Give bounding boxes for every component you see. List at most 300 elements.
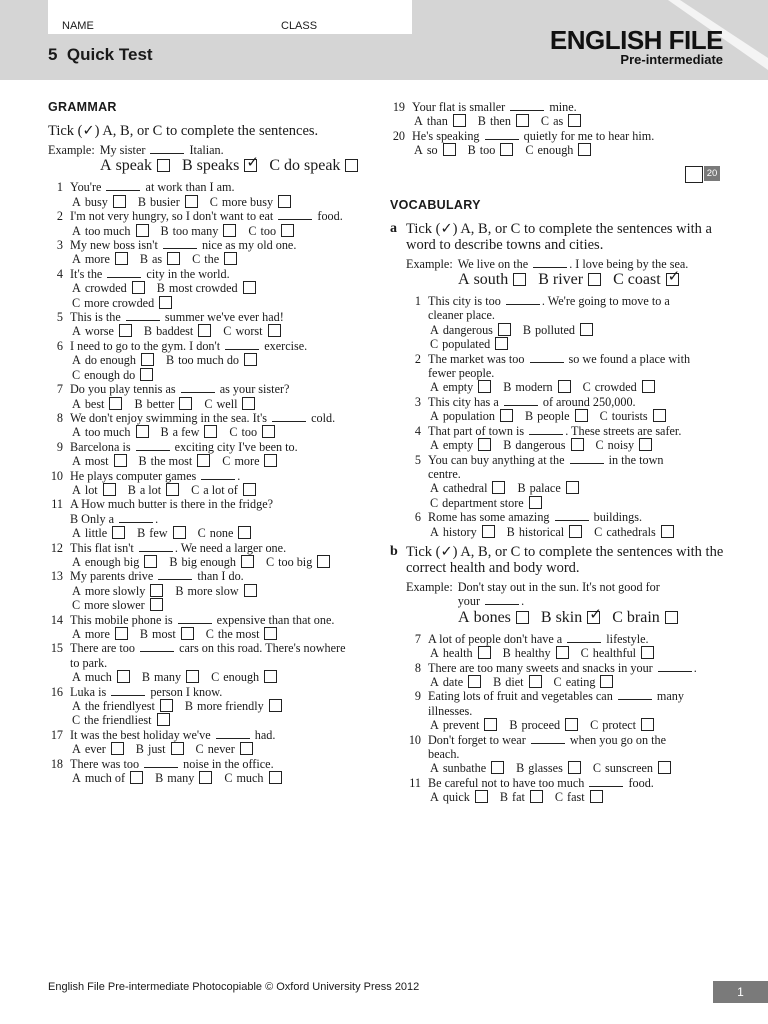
option-checkbox[interactable]	[167, 252, 180, 265]
option-text: bones	[473, 608, 511, 626]
option-row	[70, 281, 380, 295]
option-key: A	[72, 281, 81, 296]
option-checkbox[interactable]	[641, 646, 654, 659]
option-text: a few	[172, 425, 200, 440]
option	[72, 397, 122, 411]
option-text: busier	[149, 194, 180, 209]
option-text: a lot	[139, 482, 162, 497]
option-checkbox[interactable]	[500, 143, 513, 156]
option-key: A	[72, 324, 81, 339]
option	[583, 380, 655, 394]
option-checkbox[interactable]	[197, 454, 210, 467]
option-text: too much	[84, 223, 131, 238]
question-item	[390, 129, 730, 158]
option-text: more slowly	[84, 583, 146, 598]
question-body	[70, 209, 380, 238]
name-label: NAME	[62, 20, 94, 32]
option-checkbox[interactable]	[568, 761, 581, 774]
option-row	[70, 483, 380, 497]
answer-blank	[506, 304, 540, 305]
option	[72, 353, 154, 367]
option-checkbox[interactable]	[171, 742, 184, 755]
option-checkbox[interactable]	[641, 718, 654, 731]
option-checkbox[interactable]	[269, 699, 282, 712]
option	[266, 555, 330, 569]
option-checkbox[interactable]	[580, 323, 593, 336]
option-text: south	[473, 271, 509, 289]
option-checkbox[interactable]	[150, 598, 163, 611]
option-text: just	[147, 742, 166, 757]
option-checkbox[interactable]	[262, 425, 275, 438]
question-number: 8	[414, 660, 421, 675]
option-text: more slower	[84, 598, 145, 613]
option-text: well	[216, 396, 238, 411]
option	[538, 271, 601, 289]
option-checkbox[interactable]	[269, 771, 282, 784]
option-checkbox[interactable]	[565, 718, 578, 731]
option	[72, 699, 173, 713]
question-item	[48, 757, 380, 786]
option-text: more crowded	[84, 295, 155, 310]
option-key: A	[72, 252, 81, 267]
option-checkbox[interactable]	[186, 670, 199, 683]
option-checkbox[interactable]	[558, 380, 571, 393]
option-row	[456, 604, 730, 627]
option	[430, 438, 491, 452]
option-text: then	[489, 114, 511, 129]
option-row	[428, 481, 730, 495]
option	[523, 323, 593, 337]
option-checkbox[interactable]	[478, 438, 491, 451]
option	[169, 555, 254, 569]
answer-blank	[106, 190, 140, 191]
option-checkbox[interactable]	[590, 790, 603, 803]
part-b-instruction: Tick (✓) A, B, or C to complete the sentences with the correct health and body word.	[406, 543, 724, 576]
option-text: the friendlyest	[84, 699, 155, 714]
question-number: 10	[408, 732, 421, 747]
option-row	[428, 496, 730, 510]
option-text: enough big	[84, 554, 140, 569]
option-checkbox[interactable]	[575, 409, 588, 422]
answer-blank	[272, 421, 306, 422]
option-row	[428, 675, 730, 689]
question-number: 10	[50, 468, 63, 483]
option-key: A	[430, 380, 439, 395]
option-key: B	[141, 670, 151, 685]
option	[596, 438, 653, 452]
option-checkbox[interactable]	[136, 224, 149, 237]
option-checkbox[interactable]	[132, 281, 145, 294]
option-checkbox[interactable]	[495, 337, 508, 350]
option	[540, 604, 602, 627]
option-key: B	[175, 583, 184, 598]
option-text: few	[149, 526, 168, 541]
question-text: centre.	[428, 466, 461, 481]
grammar-score-input[interactable]	[685, 166, 703, 183]
option-checkbox[interactable]	[345, 159, 358, 172]
option-key: B	[139, 252, 148, 267]
answer-blank	[144, 767, 178, 768]
option	[222, 454, 277, 468]
option-key: A	[72, 554, 81, 569]
option-checkbox[interactable]	[264, 627, 277, 640]
question-body	[428, 776, 730, 805]
option-checkbox[interactable]	[588, 273, 601, 286]
option-key: C	[595, 438, 604, 453]
question-text: I need to go to the gym. I don't exercise.	[70, 338, 308, 353]
question-item	[406, 395, 730, 424]
option-checkbox[interactable]	[198, 324, 211, 337]
question-body	[70, 728, 380, 757]
question-item	[406, 776, 730, 805]
question-number: 13	[50, 569, 63, 584]
option-key: C	[224, 771, 233, 786]
question-number: 7	[414, 631, 421, 646]
option-checkbox[interactable]	[244, 353, 257, 366]
option	[414, 114, 466, 128]
option-checkbox[interactable]	[244, 584, 257, 597]
option-text: worst	[235, 324, 263, 339]
option	[430, 790, 488, 804]
option-checkbox[interactable]	[160, 699, 173, 712]
option-checkbox[interactable]	[136, 425, 149, 438]
option-checkbox[interactable]	[130, 771, 143, 784]
option-key: C	[553, 674, 562, 689]
option-checkbox[interactable]	[653, 409, 666, 422]
question-item	[406, 453, 730, 511]
answer-blank	[533, 267, 567, 268]
question-text: your .	[457, 594, 525, 609]
answer-blank	[158, 579, 192, 580]
option-checkbox[interactable]	[119, 324, 132, 337]
option-checkbox[interactable]	[157, 713, 170, 726]
option-checkbox[interactable]	[578, 143, 591, 156]
option-text: too	[479, 143, 496, 158]
option-key: A	[430, 322, 439, 337]
option-checkbox[interactable]	[181, 627, 194, 640]
option-checkbox[interactable]	[498, 323, 511, 336]
option-checkbox[interactable]	[264, 670, 277, 683]
option-checkbox[interactable]	[224, 252, 237, 265]
option	[140, 252, 180, 266]
option-key: C	[592, 761, 601, 776]
question-item	[48, 382, 380, 411]
option-checkbox[interactable]	[109, 397, 122, 410]
option-checkbox[interactable]	[516, 114, 529, 127]
option-checkbox[interactable]	[665, 611, 678, 624]
option-checkbox[interactable]	[242, 397, 255, 410]
option	[430, 718, 497, 732]
answer-blank	[136, 450, 170, 451]
option-key: B	[503, 438, 512, 453]
option-checkbox[interactable]	[159, 296, 172, 309]
option-key: C	[430, 495, 439, 510]
question-text: My sister Italian.	[99, 143, 224, 157]
option-key: A	[72, 526, 81, 541]
option-checkbox[interactable]	[482, 525, 495, 538]
option-checkbox[interactable]	[569, 525, 582, 538]
option-checkbox[interactable]	[268, 324, 281, 337]
option-key: A	[72, 425, 81, 440]
option-key: C	[594, 524, 603, 539]
option-checkbox[interactable]	[115, 627, 128, 640]
question-body	[70, 267, 380, 310]
option	[142, 670, 199, 684]
option-checkbox[interactable]	[240, 742, 253, 755]
question-item	[48, 685, 380, 728]
option-checkbox[interactable]	[199, 771, 212, 784]
answer-blank	[119, 522, 153, 523]
answer-blank	[225, 349, 259, 350]
question-number: 11	[409, 775, 421, 790]
option-checkbox[interactable]	[566, 481, 579, 494]
option-text: best	[84, 396, 105, 411]
option-checkbox[interactable]	[475, 790, 488, 803]
option-checkbox[interactable]	[513, 273, 526, 286]
option-checkbox[interactable]	[244, 153, 259, 172]
option-text: healthful	[592, 646, 637, 661]
option-checkbox[interactable]	[243, 483, 256, 496]
option-checkbox[interactable]	[571, 438, 584, 451]
option-checkbox[interactable]	[223, 224, 236, 237]
option-text: enough do	[84, 367, 136, 382]
question-number: 9	[56, 439, 63, 454]
option	[166, 353, 257, 367]
option-row	[70, 699, 380, 713]
question-item	[406, 661, 730, 690]
option-key: C	[204, 396, 213, 411]
option-text: much	[84, 670, 112, 685]
option-checkbox[interactable]	[568, 114, 581, 127]
question-number: 4	[56, 266, 63, 281]
question-number: 20	[392, 128, 405, 143]
option-checkbox[interactable]	[112, 526, 125, 539]
option	[137, 526, 185, 540]
option-key: A	[430, 790, 439, 805]
option-checkbox[interactable]	[113, 195, 126, 208]
answer-blank	[181, 392, 215, 393]
option-checkbox[interactable]	[141, 353, 154, 366]
example-item	[48, 143, 380, 157]
option-checkbox[interactable]	[453, 114, 466, 127]
option-checkbox[interactable]	[661, 525, 674, 538]
option-text: diet	[505, 674, 524, 689]
option	[507, 525, 583, 539]
question-body	[70, 339, 380, 382]
option-text: quick	[442, 790, 470, 805]
answer-blank	[278, 219, 312, 220]
option-checkbox[interactable]	[468, 675, 481, 688]
option-checkbox[interactable]	[556, 646, 569, 659]
option-row	[98, 153, 380, 175]
option-key: B	[509, 718, 518, 733]
option-row	[428, 525, 730, 539]
option-key: A	[72, 699, 81, 714]
name-class-box[interactable]	[48, 0, 412, 34]
option-key: A	[72, 396, 81, 411]
question-item	[406, 689, 730, 732]
option-text: palace	[529, 481, 561, 496]
example-body	[458, 257, 730, 271]
option-checkbox[interactable]	[587, 604, 602, 624]
question-item	[406, 510, 730, 539]
question-body	[70, 310, 380, 339]
option-checkbox[interactable]	[491, 761, 504, 774]
question-number: 7	[56, 382, 63, 397]
question-item	[406, 632, 730, 661]
example-options	[48, 153, 380, 175]
option	[72, 324, 132, 338]
option-text: prevent	[442, 718, 480, 733]
option	[493, 675, 541, 689]
option-key: C	[209, 194, 218, 209]
option-key: C	[582, 380, 591, 395]
question-number: 14	[50, 612, 63, 627]
question-body	[70, 641, 380, 684]
question-number: 1	[414, 294, 421, 309]
question-text: My new boss isn't nice as my old one.	[70, 238, 297, 253]
option-checkbox[interactable]	[264, 454, 277, 467]
option-row	[70, 713, 380, 727]
question-number: 17	[50, 727, 63, 742]
question-item	[48, 728, 380, 757]
question-number: 5	[414, 452, 421, 467]
option-checkbox[interactable]	[478, 646, 491, 659]
option-text: many	[167, 771, 195, 786]
option-key: C	[197, 526, 206, 541]
option-checkbox[interactable]	[666, 267, 681, 286]
option-checkbox[interactable]	[484, 718, 497, 731]
question-item	[48, 209, 380, 238]
answer-blank	[178, 623, 212, 624]
question-text: It's the city in the world.	[70, 266, 230, 281]
question-item	[406, 733, 730, 776]
option-key: C	[72, 713, 81, 728]
option-text: proceed	[521, 718, 561, 733]
question-item	[48, 339, 380, 382]
option	[72, 555, 157, 569]
option	[72, 670, 130, 684]
question-number: 15	[50, 641, 63, 656]
option-checkbox[interactable]	[530, 790, 543, 803]
option-key: B	[503, 380, 512, 395]
question-text: There are too many sweets and snacks in your .	[428, 660, 697, 675]
option	[509, 718, 578, 732]
option	[72, 454, 127, 468]
option-key: A	[414, 143, 423, 158]
option-checkbox[interactable]	[179, 397, 192, 410]
option-checkbox[interactable]	[639, 438, 652, 451]
option-key: B	[156, 281, 165, 296]
question-text: He plays computer games .	[70, 468, 241, 483]
option	[140, 627, 194, 641]
option-checkbox[interactable]	[241, 555, 254, 568]
option-checkbox[interactable]	[658, 761, 671, 774]
question-body	[428, 689, 730, 732]
option-checkbox[interactable]	[600, 675, 613, 688]
option-checkbox[interactable]	[157, 159, 170, 172]
option-text: historical	[518, 524, 565, 539]
question-item	[48, 641, 380, 684]
question-text: This mobile phone is expensive than that one.	[70, 612, 335, 627]
option-text: too many	[172, 223, 219, 238]
option-key: C	[72, 295, 81, 310]
option-checkbox[interactable]	[278, 195, 291, 208]
option-checkbox[interactable]	[117, 670, 130, 683]
option-checkbox[interactable]	[516, 611, 529, 624]
option-key: B	[493, 674, 502, 689]
option-checkbox[interactable]	[238, 526, 251, 539]
grammar-question-list	[48, 180, 380, 785]
option-checkbox[interactable]	[114, 454, 127, 467]
option-checkbox[interactable]	[150, 584, 163, 597]
option-checkbox[interactable]	[115, 252, 128, 265]
question-text: We don't enjoy swimming in the sea. It's cold.	[70, 410, 336, 425]
option-checkbox[interactable]	[281, 224, 294, 237]
option-checkbox[interactable]	[185, 195, 198, 208]
option-checkbox[interactable]	[144, 555, 157, 568]
option-checkbox[interactable]	[103, 483, 116, 496]
option-checkbox[interactable]	[243, 281, 256, 294]
option	[161, 425, 218, 439]
option-row	[70, 627, 380, 641]
option	[555, 790, 603, 804]
option-checkbox[interactable]	[443, 143, 456, 156]
question-number: 19	[392, 100, 405, 114]
option	[600, 409, 666, 423]
answer-blank	[111, 695, 145, 696]
option-key: B	[160, 223, 169, 238]
option-checkbox[interactable]	[642, 380, 655, 393]
option-checkbox[interactable]	[529, 675, 542, 688]
option-checkbox[interactable]	[111, 742, 124, 755]
option	[196, 742, 253, 756]
option-key: C	[430, 337, 439, 352]
option-key: C	[554, 790, 564, 805]
option-key: A	[430, 718, 439, 733]
option-checkbox[interactable]	[529, 496, 542, 509]
option-checkbox[interactable]	[492, 481, 505, 494]
option-checkbox[interactable]	[478, 380, 491, 393]
question-text: Don't stay out in the sun. It's not good for	[457, 579, 660, 594]
option-key: B	[134, 396, 143, 411]
option-checkbox[interactable]	[140, 368, 153, 381]
question-item	[48, 569, 380, 612]
option-key: A	[72, 742, 81, 757]
tick-icon: ✓	[667, 267, 681, 286]
option	[192, 252, 237, 266]
option-key: B	[499, 790, 509, 805]
option-text: much	[236, 771, 264, 786]
option-row	[412, 114, 730, 128]
question-number: 1	[56, 180, 63, 195]
option-checkbox[interactable]	[500, 409, 513, 422]
option-checkbox[interactable]	[166, 483, 179, 496]
option-key: B	[143, 324, 153, 339]
option-text: the most	[217, 627, 260, 641]
option	[430, 761, 504, 775]
option-text: none	[209, 526, 234, 541]
option	[72, 742, 124, 756]
option-text: more	[84, 252, 110, 267]
question-number: 12	[50, 540, 63, 555]
answer-blank	[201, 479, 235, 480]
option-checkbox[interactable]	[317, 555, 330, 568]
option-text: do enough	[84, 353, 136, 368]
option-checkbox[interactable]	[173, 526, 186, 539]
option-key: C	[229, 425, 238, 440]
option-checkbox[interactable]	[204, 425, 217, 438]
